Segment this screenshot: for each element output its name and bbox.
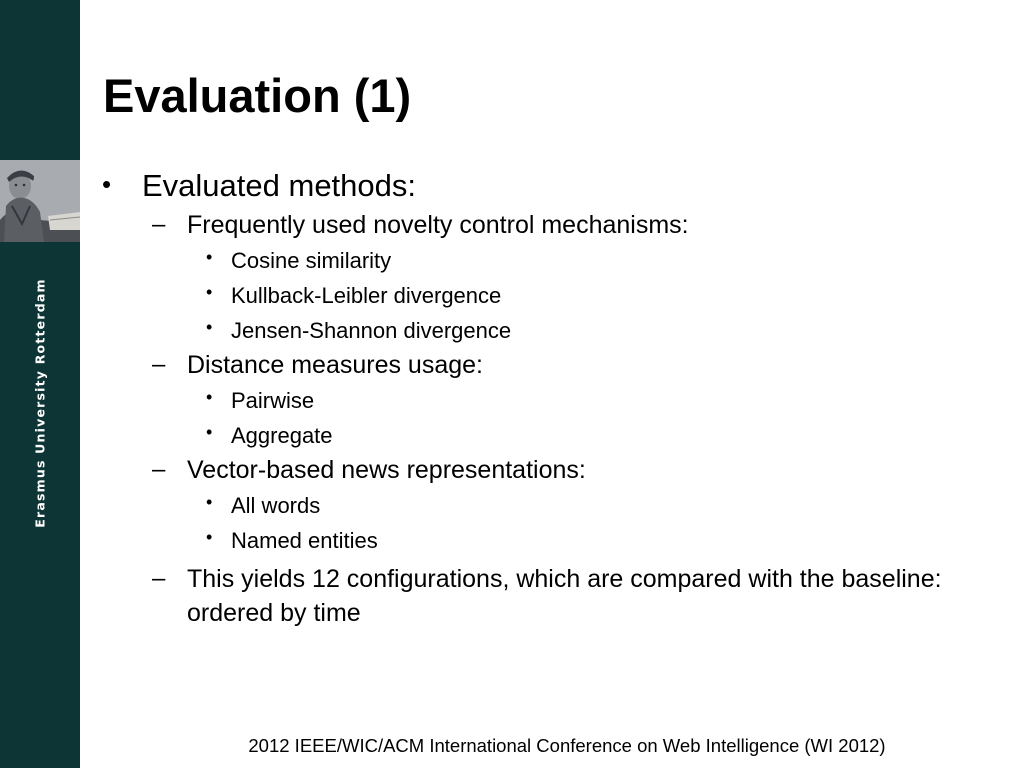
bullet-dot-icon: • [206,317,213,337]
dash-icon: – [152,211,166,238]
bullet-level2 [100,209,980,241]
bullet-level3 [100,386,980,416]
bullet-text: Named entities [231,528,378,553]
bullet-dot-icon: • [102,169,112,199]
bullet-text: Cosine similarity [231,248,392,273]
erasmus-portrait-icon [0,160,80,242]
bullet-text: Aggregate [231,423,333,448]
bullet-level3 [100,316,980,346]
dash-icon: – [152,565,166,592]
bullet-level3 [100,526,980,556]
bullet-dot-icon: • [206,492,213,512]
university-name-vertical: Erasmus University Rotterdam [32,278,48,528]
bullet-text: This yields 12 configurations, which are compared with the baseline: ordered by time [187,565,942,627]
bullet-text: Pairwise [231,388,315,413]
bullet-text: All words [231,493,321,518]
bullet-text: Kullback-Leibler divergence [231,283,502,308]
footer-conference: 2012 IEEE/WIC/ACM International Conference on Web Intelligence (WI 2012) [248,735,886,756]
bullet-list [100,166,980,630]
bullet-text: Distance measures usage: [187,351,483,379]
bullet-text: Vector-based news representations: [187,456,586,484]
bullet-dot-icon: • [206,387,213,407]
bullet-level3 [100,421,980,451]
bullet-text: Frequently used novelty control mechanisms: [187,211,689,239]
bullet-text: Evaluated methods: [142,168,417,203]
bullet-dot-icon: • [206,247,213,267]
bullet-level3 [100,281,980,311]
bullet-level2 [100,349,980,381]
slide-title: Evaluation (1) [103,69,412,122]
bullet-dot-icon: • [206,282,213,302]
bullet-dot-icon: • [206,527,213,547]
dash-icon: – [152,456,166,483]
bullet-level1 [100,166,980,206]
bullet-level2 [100,562,980,630]
bullet-text: Jensen-Shannon divergence [231,318,512,343]
bullet-dot-icon: • [206,422,213,442]
dash-icon: – [152,351,166,378]
bullet-level3 [100,246,980,276]
bullet-level2 [100,454,980,486]
bullet-level3 [100,491,980,521]
sidebar [0,0,80,768]
